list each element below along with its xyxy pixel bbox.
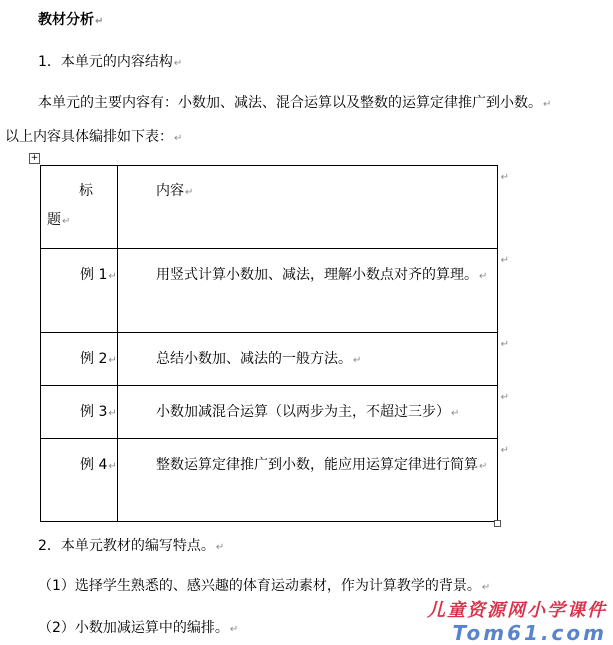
row-content: 总结小数加、减法的一般方法。↵ bbox=[156, 351, 362, 367]
section-2-title: 2．本单元教材的编写特点。↵ bbox=[38, 538, 225, 554]
row-label-cell[interactable] bbox=[41, 333, 118, 386]
table-move-handle-icon[interactable]: + bbox=[30, 153, 39, 163]
row-label-cell[interactable] bbox=[41, 439, 118, 522]
header-title-char-1: 标 bbox=[79, 183, 93, 199]
watermark-text-cn: 儿童资源网小学课件 bbox=[427, 600, 607, 621]
table-header-row bbox=[41, 166, 498, 249]
row-end-mark: ↵ bbox=[500, 445, 509, 456]
row-end-mark: ↵ bbox=[500, 172, 509, 183]
row-content: 小数加减混合运算（以两步为主，不超过三步）↵ bbox=[156, 404, 460, 420]
site-watermark-logo bbox=[427, 600, 607, 644]
point-2: （2）小数加减运算中的编排。↵ bbox=[38, 620, 239, 636]
row-content-cell[interactable] bbox=[118, 439, 509, 522]
section-1-title: 1．本单元的内容结构↵ bbox=[38, 54, 183, 70]
header-cell-title[interactable] bbox=[41, 166, 118, 249]
table-row bbox=[41, 249, 498, 333]
row-content-cell[interactable] bbox=[118, 249, 509, 333]
content-table bbox=[40, 165, 509, 522]
watermark-text-url: Tom61.com bbox=[452, 621, 607, 645]
row-label: 例 2↵ bbox=[80, 351, 117, 367]
row-label: 例 3↵ bbox=[80, 404, 117, 420]
header-cell-content[interactable] bbox=[118, 166, 509, 249]
heading: 教材分析↵ bbox=[38, 12, 104, 28]
paragraph-line-1: 本单元的主要内容有：小数加、减法、混合运算以及整数的运算定律推广到小数。↵ bbox=[38, 95, 552, 111]
point-1: （1）选择学生熟悉的、感兴趣的体育运动素材，作为计算教学的背景。↵ bbox=[38, 578, 491, 594]
row-label-cell[interactable] bbox=[41, 386, 118, 439]
table-row bbox=[41, 439, 498, 522]
table-resize-handle-icon[interactable] bbox=[494, 520, 501, 527]
row-label-cell[interactable] bbox=[41, 249, 118, 333]
table-row bbox=[41, 386, 498, 439]
paragraph-line-2: 以上内容具体编排如下表：↵ bbox=[5, 129, 183, 145]
row-end-mark: ↵ bbox=[500, 392, 509, 403]
row-label: 例 1↵ bbox=[80, 267, 117, 283]
row-content-cell[interactable] bbox=[118, 386, 509, 439]
header-content-label: 内容↵ bbox=[156, 183, 194, 199]
table-row bbox=[41, 333, 498, 386]
row-content: 整数运算定律推广到小数，能应用运算定律进行简算↵ bbox=[156, 457, 488, 473]
row-content-cell[interactable] bbox=[118, 333, 509, 386]
row-label: 例 4↵ bbox=[80, 457, 117, 473]
row-end-mark: ↵ bbox=[500, 339, 509, 350]
header-title-char-2: 题↵ bbox=[47, 212, 71, 228]
row-end-mark: ↵ bbox=[500, 255, 509, 266]
row-content: 用竖式计算小数加、减法，理解小数点对齐的算理。↵ bbox=[156, 267, 488, 283]
